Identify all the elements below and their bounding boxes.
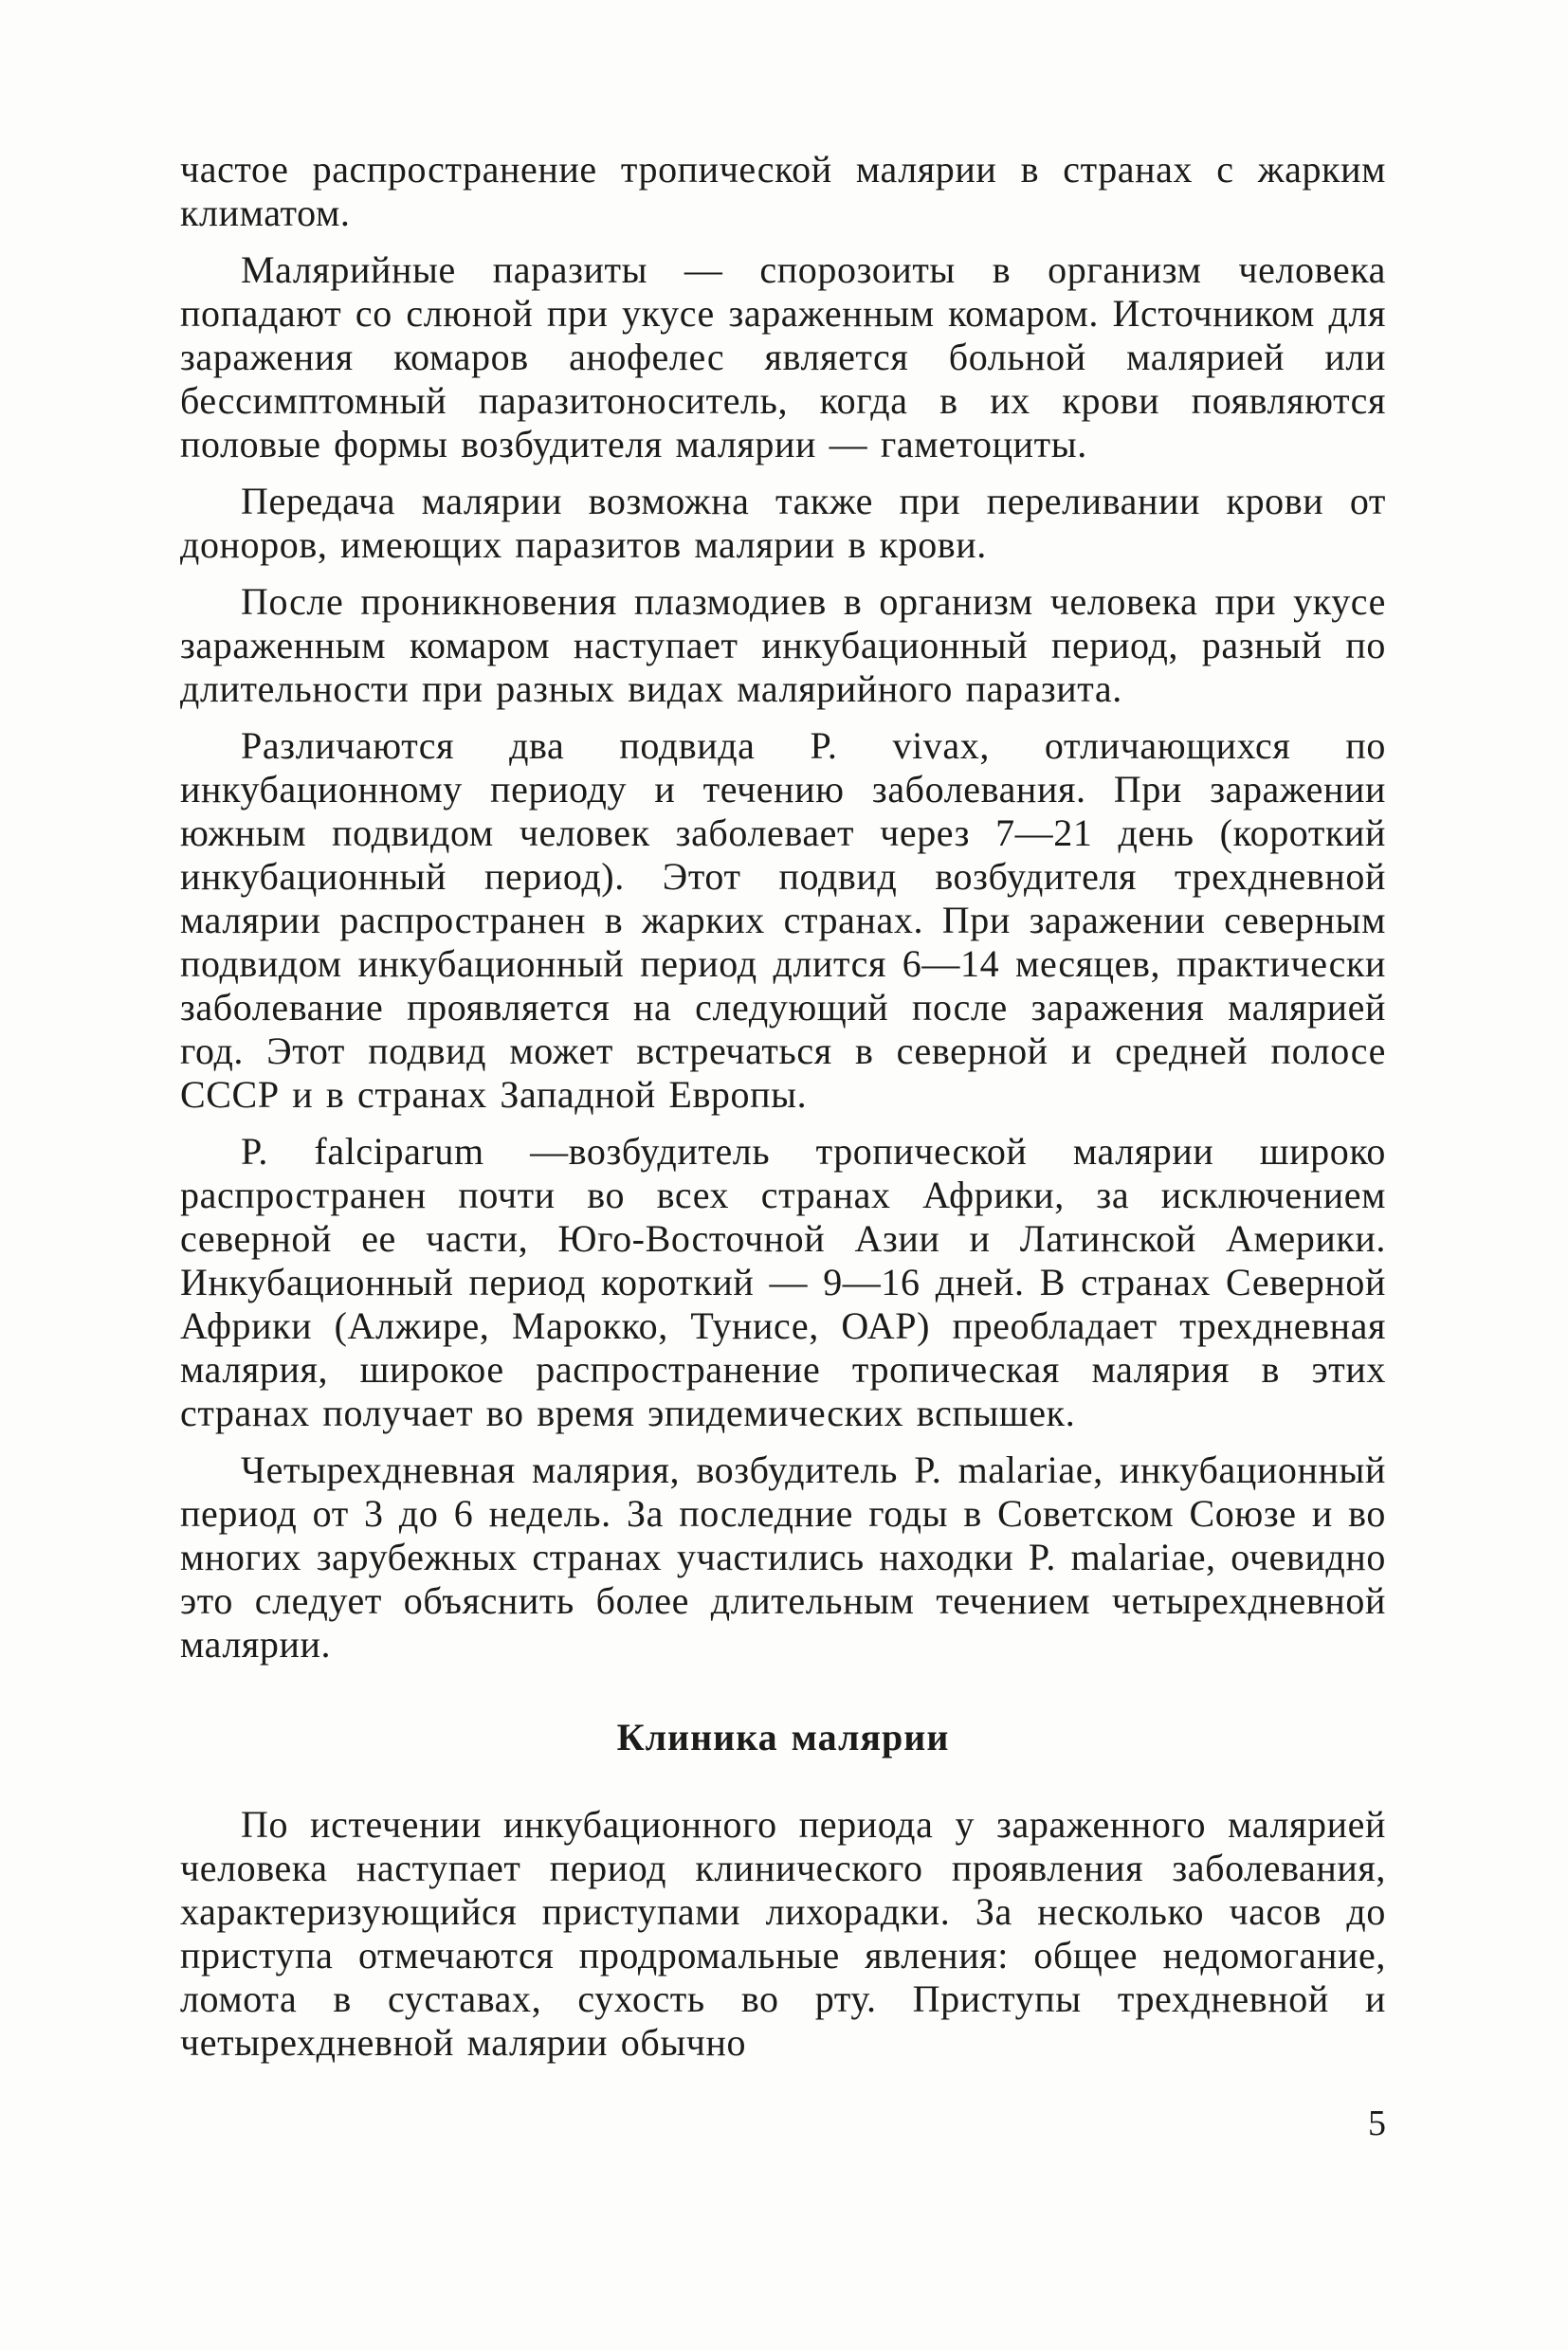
paragraph-incubation: После проникновения плазмодиев в организм человека при укусе зараженным комаром наступает инкубационный период, разный по длительности при разных видах малярийного паразита. xyxy=(180,580,1386,710)
paragraph-clinic: По истечении инкубационного периода у зараженного малярией человека наступает период клинического проявления заболевания, характеризующийся приступами лихорадки. За несколько часов до приступа отмечаются продромальные явления: общее недомогание, ломота в суставах, сухость во рту. Приступы трехдневной и четырехдневной малярии обычно xyxy=(180,1803,1386,2064)
paragraph-falciparum: P. falciparum —возбудитель тропической малярии широко распространен почти во всех странах Африки, за исключением северной ее части, Юго-Восточной Азии и Латинской Америки. Инкубационный период короткий — 9—16 дней. В странах Северной Африки (Алжире, Марокко, Тунисе, ОАР) преобладает трехдневная малярия, широкое распространение тропическая малярия в этих странах получает во время эпидемических вспышек. xyxy=(180,1130,1386,1434)
section-heading: Клиника малярии xyxy=(616,1716,950,1758)
paragraph-transmission-mosquito: Малярийные паразиты — спорозоиты в организм человека попадают со слюной при укусе зараженным комаром. Источником для заражения комаров анофелес является больной малярией или бессимптомный паразитоноситель, когда в их крови появляются половые формы возбудителя малярии — гаметоциты. xyxy=(180,248,1386,465)
page-number: 5 xyxy=(1368,2104,1386,2143)
page-body xyxy=(180,148,1386,2078)
paragraph-continuation: частое распространение тропической малярии в странах с жарким климатом. xyxy=(180,148,1386,234)
paragraph-malariae: Четырехдневная малярия, возбудитель P. malariae, инкубационный период от 3 до 6 недель. За последние годы в Советском Союзе и во многих зарубежных странах участились находки P. malariae, очевидно это следует объяснить более длительным течением четырехдневной малярии. xyxy=(180,1448,1386,1666)
paragraph-vivax: Различаются два подвида P. vivax, отличающихся по инкубационному периоду и течению заболевания. При заражении южным подвидом человек заболевает через 7—21 день (короткий инкубационный период). Этот подвид возбудителя трехдневной малярии распространен в жарких странах. При заражении северным подвидом инкубационный период длится 6—14 месяцев, практически заболевание проявляется на следующий после заражения малярией год. Этот подвид может встречаться в северной и средней полосе СССР и в странах Западной Европы. xyxy=(180,724,1386,1116)
paragraph-transmission-blood: Передача малярии возможна также при переливании крови от доноров, имеющих паразитов малярии в крови. xyxy=(180,480,1386,566)
